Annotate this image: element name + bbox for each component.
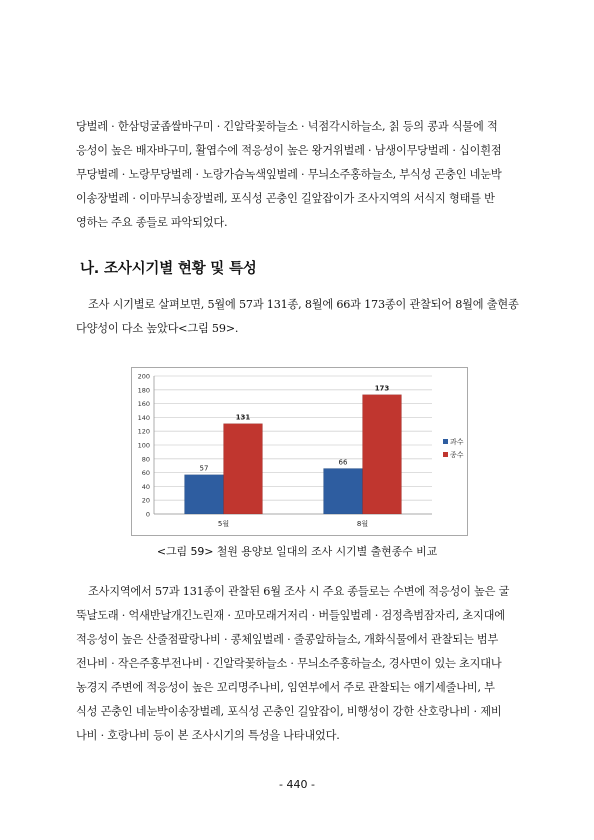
legend-swatch bbox=[443, 452, 448, 457]
figure-caption: <그림 59> 철원 용양보 일대의 조사 시기별 출현종수 비교 bbox=[156, 545, 438, 558]
page-number: - 440 - bbox=[279, 778, 315, 791]
y-tick-label: 40 bbox=[141, 482, 150, 491]
text-line: 무당벌레 · 노랑무당벌레 · 노랑가슴녹색잎벌레 · 무늬소주홍하늘소, 부식성 곤충인 네눈박 bbox=[76, 168, 502, 181]
bar-과수 bbox=[185, 475, 224, 514]
text-line: 당벌레 · 한삼덩굴좁쌀바구미 · 긴알락꽃하늘소 · 넉점각시하늘소, 칡 등의 콩과 식물에 적 bbox=[76, 120, 498, 133]
text-line: 농경지 주변에 적응성이 높은 꼬리명주나비, 임연부에서 주로 관찰되는 애기세줄나비, 부 bbox=[76, 681, 495, 694]
text-line: 조사지역에서 57과 131종이 관찰된 6월 조사 시 주요 종들로는 수변에 적응성이 높은 굴 bbox=[88, 585, 510, 598]
text-line: 이송장벌레 · 이마무늬송장벌레, 포식성 곤충인 길앞잡이가 조사지역의 서식지 형태를 반 bbox=[76, 192, 495, 205]
paragraph-2 bbox=[76, 293, 522, 341]
y-tick-label: 20 bbox=[141, 496, 150, 505]
legend-label: 종수 bbox=[450, 451, 464, 459]
text-line: 적응성이 높은 산줄점팔랑나비 · 콩체잎벌레 · 줄콩알하늘소, 개화식물에서 관찰되는 범부 bbox=[76, 633, 499, 646]
text-line: 뚝날도래 · 억새반날개긴노린재 · 꼬마모래거저리 · 버들잎벌레 · 검정측범잠자리, 초지대에 bbox=[76, 609, 505, 622]
text-line: 영하는 주요 종들로 파악되었다. bbox=[76, 216, 228, 229]
text-line: 조사 시기별로 살펴보면, 5월에 57과 131종, 8월에 66과 173종이 관찰되어 8월에 출현종 bbox=[88, 298, 519, 311]
y-tick-label: 60 bbox=[141, 469, 150, 478]
bar-과수 bbox=[324, 468, 363, 514]
y-tick-label: 120 bbox=[137, 427, 150, 436]
bar-chart bbox=[131, 367, 468, 536]
data-label: 173 bbox=[374, 384, 390, 393]
y-tick-label: 200 bbox=[137, 372, 150, 381]
paragraph-1 bbox=[76, 115, 522, 235]
bar-종수 bbox=[363, 395, 402, 514]
y-tick-label: 80 bbox=[141, 455, 150, 464]
x-tick-label: 5월 bbox=[217, 520, 230, 528]
legend-label: 과수 bbox=[450, 438, 464, 446]
chart-svg bbox=[132, 368, 467, 535]
y-tick-label: 160 bbox=[137, 400, 150, 409]
text-line: 나비 · 호랑나비 등이 본 조사시기의 특성을 나타내었다. bbox=[76, 729, 340, 742]
x-tick-label: 8월 bbox=[356, 520, 369, 528]
data-label: 66 bbox=[338, 458, 348, 467]
y-tick-label: 100 bbox=[137, 441, 150, 450]
y-tick-label: 180 bbox=[137, 386, 150, 395]
legend-swatch bbox=[443, 439, 448, 444]
text-line: 식성 곤충인 네눈박이송장벌레, 포식성 곤충인 길앞잡이, 비행성이 강한 산호랑나비 · 제비 bbox=[76, 705, 502, 718]
text-line: 전나비 · 작은주홍부전나비 · 긴알락꽃하늘소 · 무늬소주홍하늘소, 경사면이 있는 초지대나 bbox=[76, 657, 502, 670]
bar-종수 bbox=[224, 424, 263, 514]
data-label: 57 bbox=[199, 464, 209, 473]
text-line: 응성이 높은 배자바구미, 활엽수에 적응성이 높은 왕거위벌레 · 남생이무당벌레 · 십이흰점 bbox=[76, 144, 502, 157]
text-line: 다양성이 다소 높았다<그림 59>. bbox=[76, 322, 239, 335]
section-heading: 나. 조사시기별 현황 및 특성 bbox=[80, 261, 257, 277]
paragraph-3 bbox=[76, 580, 522, 748]
y-tick-label: 0 bbox=[145, 510, 150, 519]
data-label: 131 bbox=[235, 413, 251, 422]
y-tick-label: 140 bbox=[137, 413, 150, 422]
